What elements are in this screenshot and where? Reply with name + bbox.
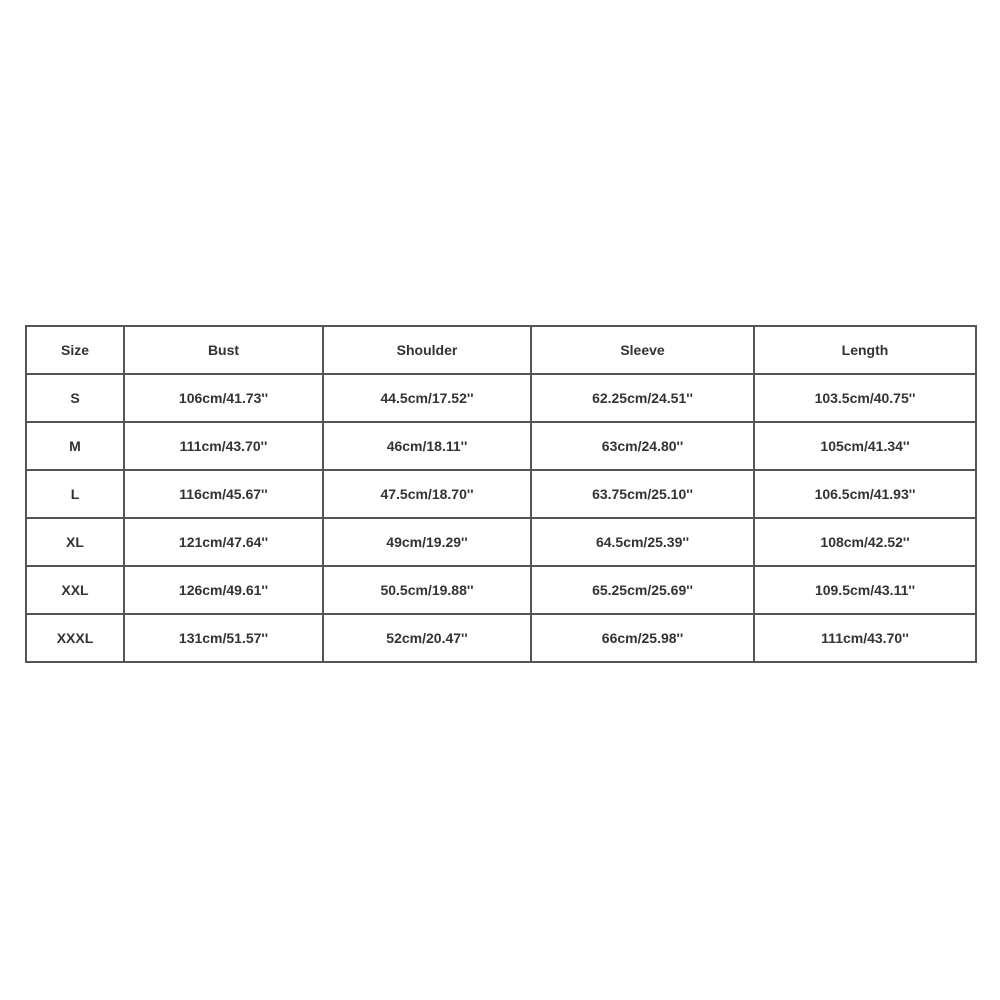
cell-bust: 121cm/47.64'' <box>124 518 323 566</box>
cell-sleeve: 65.25cm/25.69'' <box>531 566 754 614</box>
table-row <box>26 470 976 518</box>
cell-length: 111cm/43.70'' <box>754 614 976 662</box>
cell-shoulder: 50.5cm/19.88'' <box>323 566 531 614</box>
cell-sleeve: 63cm/24.80'' <box>531 422 754 470</box>
header-row <box>26 326 976 374</box>
table-row <box>26 374 976 422</box>
cell-length: 108cm/42.52'' <box>754 518 976 566</box>
header-length: Length <box>754 326 976 374</box>
header-shoulder: Shoulder <box>323 326 531 374</box>
table-row <box>26 614 976 662</box>
cell-sleeve: 64.5cm/25.39'' <box>531 518 754 566</box>
cell-size: XXL <box>26 566 124 614</box>
cell-bust: 126cm/49.61'' <box>124 566 323 614</box>
cell-size: XXXL <box>26 614 124 662</box>
cell-size: S <box>26 374 124 422</box>
cell-shoulder: 49cm/19.29'' <box>323 518 531 566</box>
header-size: Size <box>26 326 124 374</box>
table-row <box>26 422 976 470</box>
cell-length: 106.5cm/41.93'' <box>754 470 976 518</box>
cell-shoulder: 46cm/18.11'' <box>323 422 531 470</box>
cell-length: 109.5cm/43.11'' <box>754 566 976 614</box>
cell-sleeve: 62.25cm/24.51'' <box>531 374 754 422</box>
cell-size: M <box>26 422 124 470</box>
cell-bust: 116cm/45.67'' <box>124 470 323 518</box>
header-bust: Bust <box>124 326 323 374</box>
cell-sleeve: 66cm/25.98'' <box>531 614 754 662</box>
cell-length: 105cm/41.34'' <box>754 422 976 470</box>
cell-length: 103.5cm/40.75'' <box>754 374 976 422</box>
header-sleeve: Sleeve <box>531 326 754 374</box>
cell-size: L <box>26 470 124 518</box>
table-row <box>26 566 976 614</box>
cell-shoulder: 44.5cm/17.52'' <box>323 374 531 422</box>
cell-bust: 111cm/43.70'' <box>124 422 323 470</box>
cell-sleeve: 63.75cm/25.10'' <box>531 470 754 518</box>
cell-size: XL <box>26 518 124 566</box>
cell-shoulder: 52cm/20.47'' <box>323 614 531 662</box>
cell-bust: 131cm/51.57'' <box>124 614 323 662</box>
size-chart-table <box>25 325 977 663</box>
cell-shoulder: 47.5cm/18.70'' <box>323 470 531 518</box>
table-row <box>26 518 976 566</box>
cell-bust: 106cm/41.73'' <box>124 374 323 422</box>
